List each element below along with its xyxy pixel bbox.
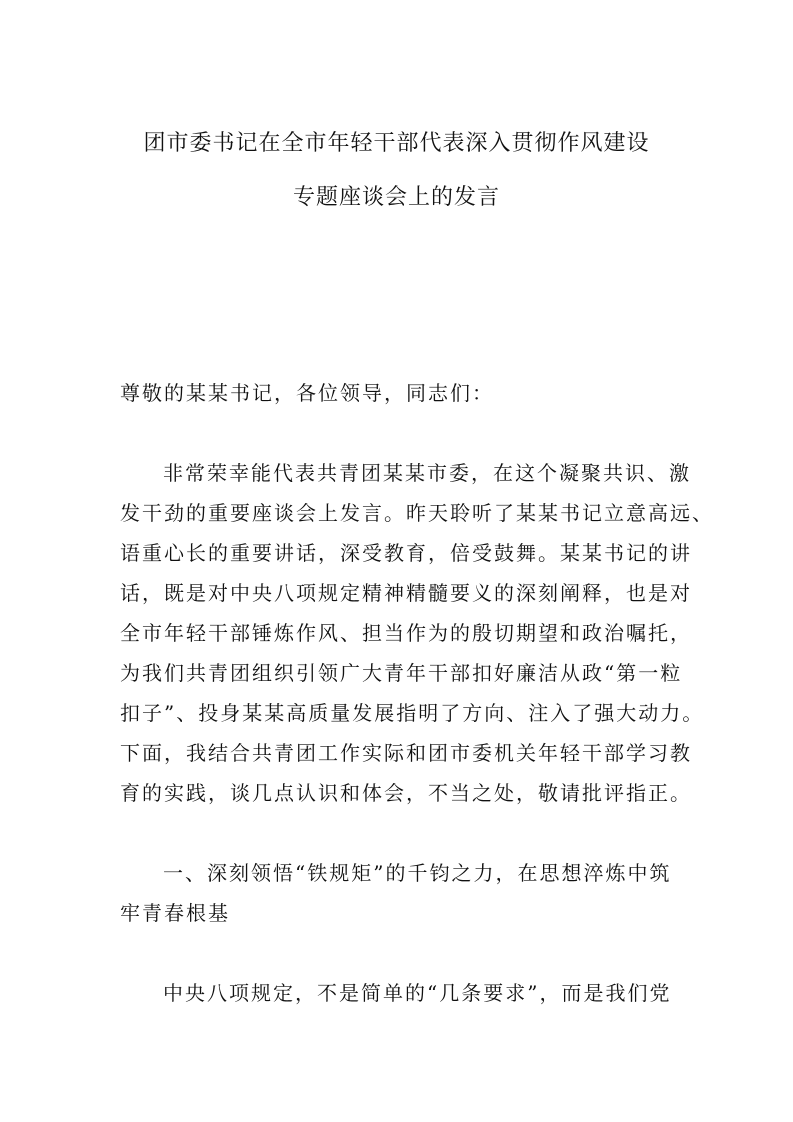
paragraph-1-line: 育的实践，谈几点认识和体会，不当之处，敬请批评指正。 bbox=[120, 781, 692, 805]
section-heading-line: 牢青春根基 bbox=[120, 901, 230, 925]
paragraph-1-line: 扣子”、投身某某高质量发展指明了方向、注入了强大动力。 bbox=[120, 701, 705, 725]
paragraph-1-line: 全市年轻干部锤炼作风、担当作为的殷切期望和政治嘱托， bbox=[120, 621, 692, 645]
document-title-line-2: 专题座谈会上的发言 bbox=[292, 185, 500, 210]
paragraph-1-line: 非常荣幸能代表共青团某某市委，在这个凝聚共识、激 bbox=[163, 461, 691, 485]
paragraph-1-line: 发干劲的重要座谈会上发言。昨天聆听了某某书记立意高远、 bbox=[120, 501, 714, 525]
paragraph-2-line: 中央八项规定，不是简单的“几条要求”，而是我们党 bbox=[163, 981, 672, 1005]
paragraph-1-line: 为我们共青团组织引领广大青年干部扣好廉洁从政“第一粒 bbox=[120, 661, 683, 685]
salutation: 尊敬的某某书记，各位领导，同志们： bbox=[120, 381, 494, 405]
paragraph-1-line: 语重心长的重要讲话，深受教育，倍受鼓舞。某某书记的讲 bbox=[120, 541, 692, 565]
paragraph-1-line: 下面，我结合共青团工作实际和团市委机关年轻干部学习教 bbox=[120, 741, 692, 765]
section-heading-line: 一、深刻领悟“铁规矩”的千钧之力，在思想淬炼中筑 bbox=[163, 861, 672, 885]
paragraph-1-line: 话，既是对中央八项规定精神精髓要义的深刻阐释，也是对 bbox=[120, 581, 692, 605]
document-title-line-1: 团市委书记在全市年轻干部代表深入贯彻作风建设 bbox=[143, 131, 650, 156]
